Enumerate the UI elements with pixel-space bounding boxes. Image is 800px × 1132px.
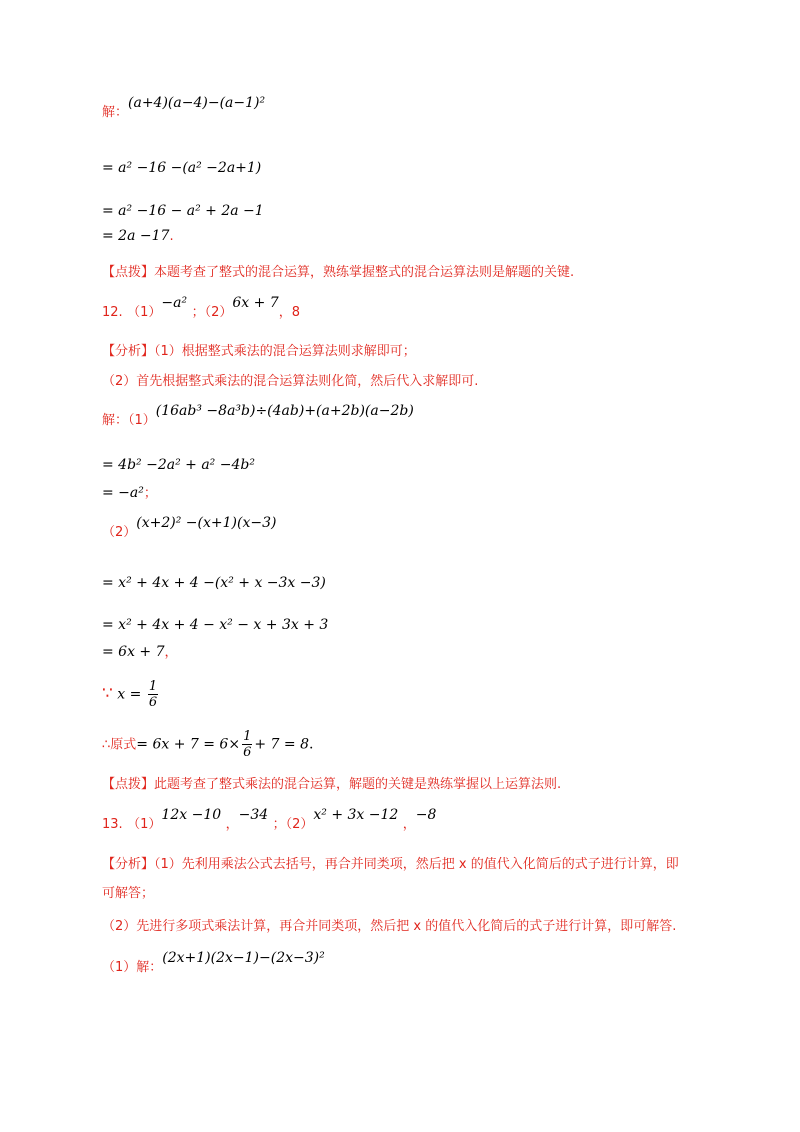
fraction-denominator: 6 (243, 745, 252, 760)
expression: = 2a −17 (102, 228, 170, 244)
expression: = −a² (102, 485, 144, 501)
part-label: （1） (127, 817, 162, 832)
punctuation: ； (143, 486, 157, 501)
therefore-label: ∴原式 (102, 737, 137, 753)
expression: (x+2)² −(x+1)(x−3) (136, 515, 277, 531)
fraction-numerator: 1 (148, 679, 158, 694)
solution-12-line-2: = 4b² −2a² + a² −4b² (102, 457, 255, 473)
solution-12-line-5: = x² + 4x + 4 −(x² + x −3x −3) (102, 575, 326, 591)
solution-label: （1）解： (102, 960, 163, 975)
punctuation: . (169, 229, 174, 244)
expression: = 6x + 7 (102, 644, 165, 660)
dianbo-note-1: 【点拨】本题考查了整式的混合运算，熟练掌握整式的混合运算法则是解题的关键. (102, 265, 575, 280)
answer-value: 6x + 7 (232, 295, 279, 311)
expression: (a+4)(a−4)−(a−1)² (128, 95, 266, 111)
solution-label: 解： (102, 105, 129, 120)
fraction (242, 729, 252, 760)
punctuation: . (309, 736, 314, 753)
analysis-13-a: 【分析】（1）先利用乘法公式去括号，再合并同类项，然后把 x 的值代入化简后的式子进行计算，即 (102, 857, 679, 872)
answer-value: x² + 3x −12 (313, 807, 399, 823)
answer-value: −a² (161, 295, 188, 311)
expression: + 7 = 8 (254, 736, 309, 753)
solution-line-4 (102, 226, 174, 247)
answer-value: 12x −10 (161, 807, 222, 823)
solution-line-1 (102, 95, 266, 123)
solution-13-line-1 (102, 950, 325, 978)
solution-12-line-1 (102, 403, 414, 431)
part-separator: ；（2） (191, 305, 233, 320)
answer-value: −8 (415, 807, 437, 823)
analysis-12-a: 【分析】（1）根据整式乘法的混合运算法则求解即可； (102, 344, 416, 359)
answer-value: −34 (238, 807, 269, 823)
answer-12 (102, 295, 300, 323)
part-label: （1） (127, 305, 162, 320)
answer-13 (102, 807, 437, 835)
expression: x = (117, 686, 142, 703)
analysis-12-b: （2）首先根据整式乘法的混合运算法则化简，然后代入求解即可. (102, 374, 479, 389)
result-line (102, 729, 313, 760)
question-number: 13. (102, 817, 123, 832)
expression: (16ab³ −8a³b)÷(4ab)+(a+2b)(a−2b) (155, 403, 414, 419)
solution-12-part-2 (102, 515, 277, 543)
analysis-13-b: 可解答； (102, 886, 155, 901)
because-symbol: ∵ (102, 683, 113, 704)
solution-12-line-7 (102, 642, 178, 663)
fraction-denominator: 6 (148, 695, 158, 710)
solution-12-line-6: = x² + 4x + 4 − x² − x + 3x + 3 (102, 617, 329, 633)
part-label: （2） (102, 525, 137, 540)
answer-value: ，8 (278, 305, 300, 320)
solution-line-2: = a² −16 −(a² −2a+1) (102, 160, 262, 176)
fraction (148, 679, 158, 710)
fraction-numerator: 1 (243, 729, 252, 744)
given-x-line (102, 679, 160, 710)
expression: = 6x + 7 = 6× (136, 736, 241, 753)
punctuation: ， (225, 817, 239, 832)
solution-label: 解：（1） (102, 413, 156, 428)
punctuation: ， (402, 817, 416, 832)
solution-line-3: = a² −16 − a² + 2a −1 (102, 203, 264, 219)
expression: (2x+1)(2x−1)−(2x−3)² (162, 950, 325, 966)
analysis-13-c: （2）先进行多项式乘法计算，再合并同类项，然后把 x 的值代入化简后的式子进行计算，即可解答. (102, 919, 677, 934)
punctuation: ， (164, 645, 178, 660)
question-number: 12. (102, 305, 123, 320)
dianbo-note-2: 【点拨】此题考查了整式乘法的混合运算，解题的关键是熟练掌握以上运算法则. (102, 777, 562, 792)
part-separator: ；（2） (272, 817, 314, 832)
solution-12-line-3 (102, 483, 157, 504)
